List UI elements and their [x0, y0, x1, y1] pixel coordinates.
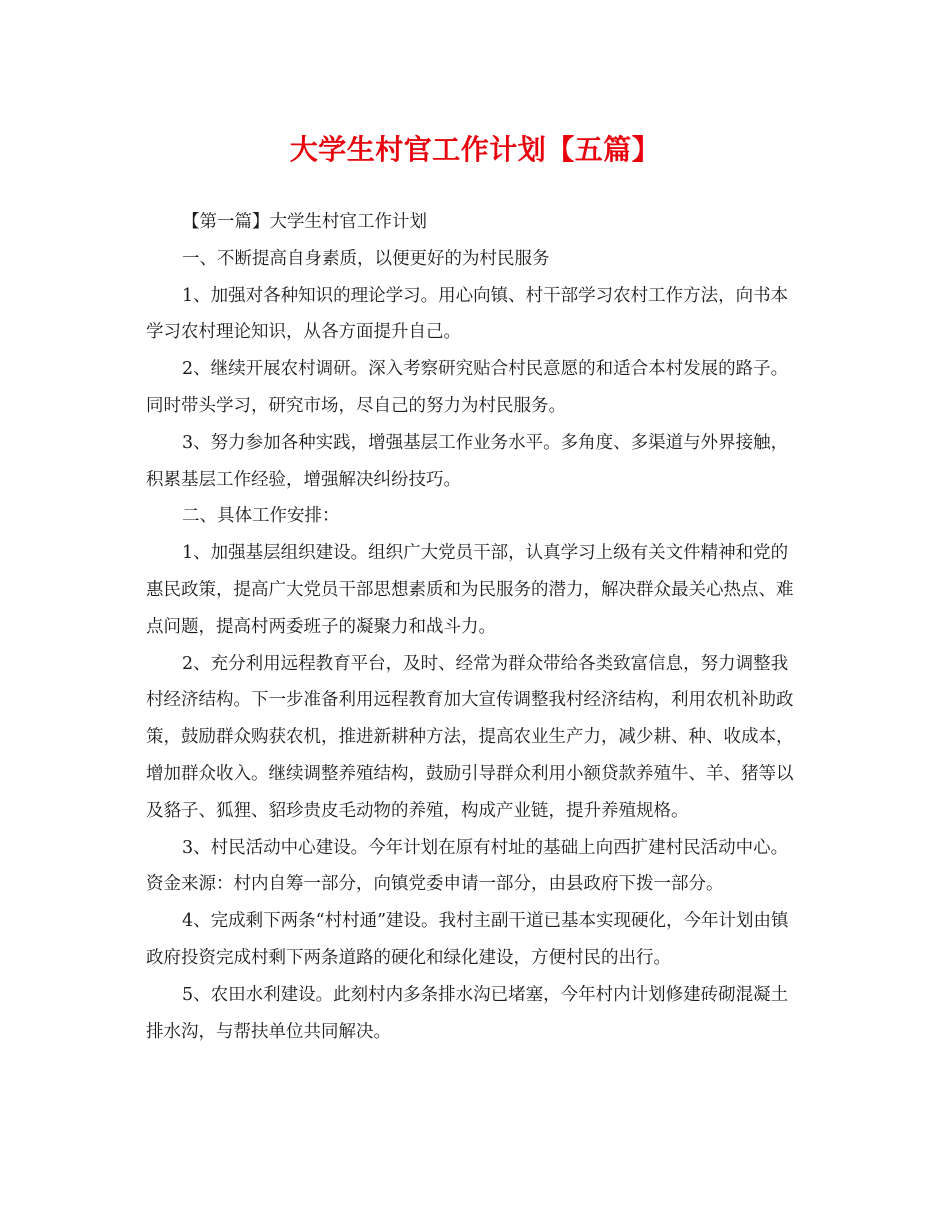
paragraph: 1、加强基层组织建设。组织广大党员干部，认真学习上级有关文件精神和党的惠民政策，提高广大党员干部思想素质和为民服务的潜力，解决群众最关心热点、难点问题，提高村两委班子的凝聚力和战斗力。: [146, 543, 794, 637]
paragraph: 5、农田水利建设。此刻村内多条排水沟已堵塞，今年村内计划修建砖砌混凝土排水沟，与帮扶单位共同解决。: [146, 984, 789, 1042]
subheading: 一、不断提高自身素质，以便更好的为村民服务: [182, 248, 550, 269]
paragraph: 2、充分利用远程教育平台，及时、经常为群众带给各类致富信息，努力调整我村经济结构。下一步准备利用远程教育加大宣传调整我村经济结构，利用农机补助政策，鼓励群众购获农机，推进新耕种方法，提高农业生产力，减少耕、种、收成本，增加群众收入。继续调整养殖结构，鼓励引导群众利用小额贷款养殖牛、羊、猪等以及貉子、狐狸、貂珍贵皮毛动物的养殖，构成产业链，提升养殖规格。: [146, 653, 794, 821]
paragraph: 4、完成剩下两条“村村通”建设。我村主副干道已基本实现硬化，今年计划由镇政府投资完成村剩下两条道路的硬化和绿化建设，方便村民的出行。: [146, 911, 789, 968]
document-body: [146, 204, 802, 1050]
paragraph: 1、加强对各种知识的理论学习。用心向镇、村干部学习农村工作方法，向书本学习农村理论知识，从各方面提升自己。: [146, 285, 789, 343]
paragraph: 3、努力参加各种实践，增强基层工作业务水平。多角度、多渠道与外界接触，积累基层工作经验，增强解决纠纷技巧。: [146, 432, 789, 490]
document-title: 大学生村官工作计划【五篇】: [289, 133, 661, 166]
section-heading: 【第一篇】大学生村官工作计划: [182, 212, 427, 232]
paragraph: 2、继续开展农村调研。深入考察研究贴合村民意愿的和适合本村发展的路子。同时带头学习，研究市场，尽自己的努力为村民服务。: [146, 359, 789, 416]
paragraph: 3、村民活动中心建设。今年计划在原有村址的基础上向西扩建村民活动中心。资金来源：村内自筹一部分，向镇党委申请一部分，由县政府下拨一部分。: [146, 837, 789, 895]
subheading: 二、具体工作安排：: [182, 506, 340, 527]
